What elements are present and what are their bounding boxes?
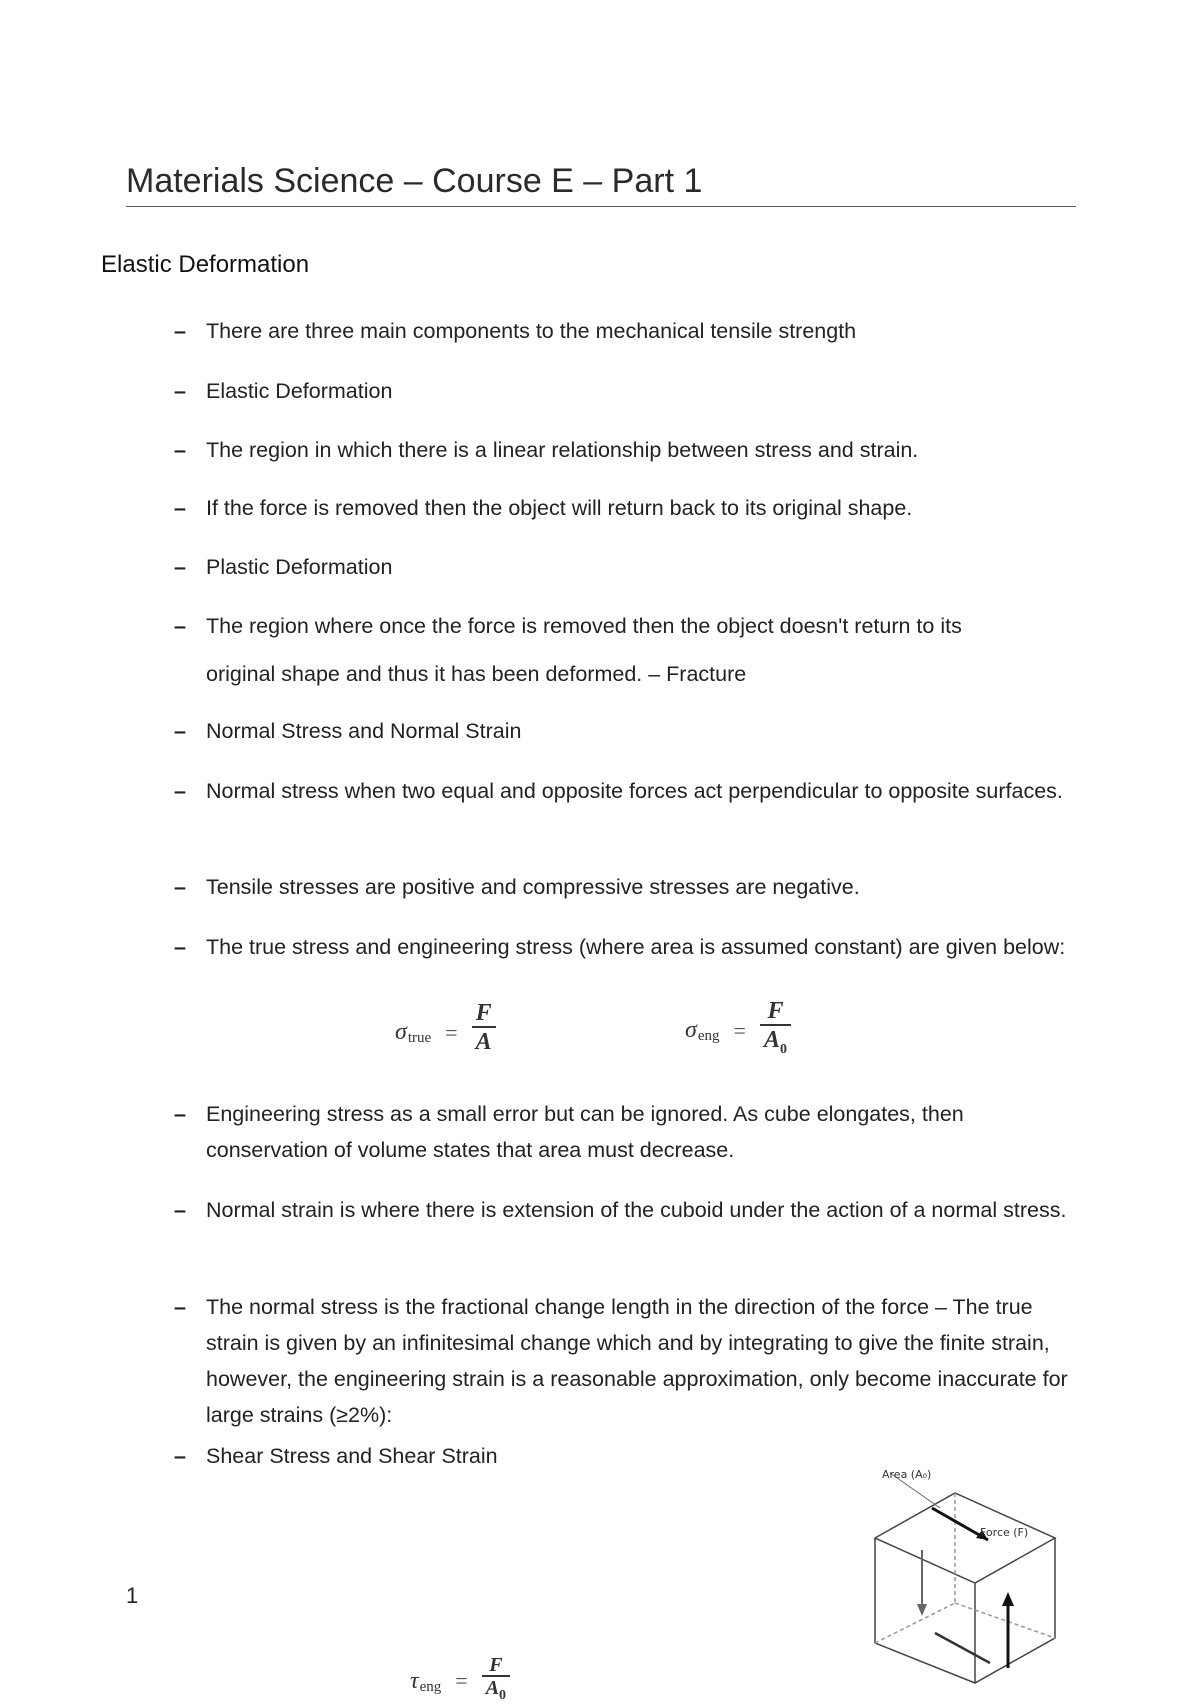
dash-bullet: – — [174, 779, 186, 803]
dash-bullet: – — [174, 555, 186, 579]
dash-bullet: – — [174, 1102, 186, 1126]
true-stress-formula: σ true = $\frac{F}{A}$ — [395, 1000, 496, 1066]
dash-bullet: – — [174, 438, 186, 462]
force-label: Force (F) — [980, 1526, 1029, 1539]
dash-bullet: – — [174, 1198, 186, 1222]
dash-bullet: – — [174, 614, 186, 638]
force-arrow-bottom — [935, 1633, 990, 1663]
area-label: Area (A₀) — [882, 1468, 932, 1481]
cube-outline — [875, 1538, 1055, 1683]
page-title: Materials Science – Course E – Part 1 — [126, 160, 1076, 207]
page-number: 1 — [126, 1583, 139, 1608]
engineering-shear-stress-formula: τ eng = $\frac{F}{A_0}$ — [410, 1655, 510, 1707]
section-heading: Elastic Deformation — [101, 251, 310, 278]
engineering-stress-formula: σ eng = $\frac{F}{A_0}$ — [685, 998, 791, 1064]
dash-bullet: – — [174, 935, 186, 959]
dash-bullet: – — [174, 719, 186, 743]
dash-bullet: – — [174, 1295, 186, 1319]
dash-bullet: – — [174, 379, 186, 403]
dash-bullet: – — [174, 496, 186, 520]
dash-bullet: – — [174, 319, 186, 343]
dash-bullet: – — [174, 875, 186, 899]
shear-cube-diagram — [870, 1468, 1070, 1688]
dash-bullet: – — [174, 1444, 186, 1468]
